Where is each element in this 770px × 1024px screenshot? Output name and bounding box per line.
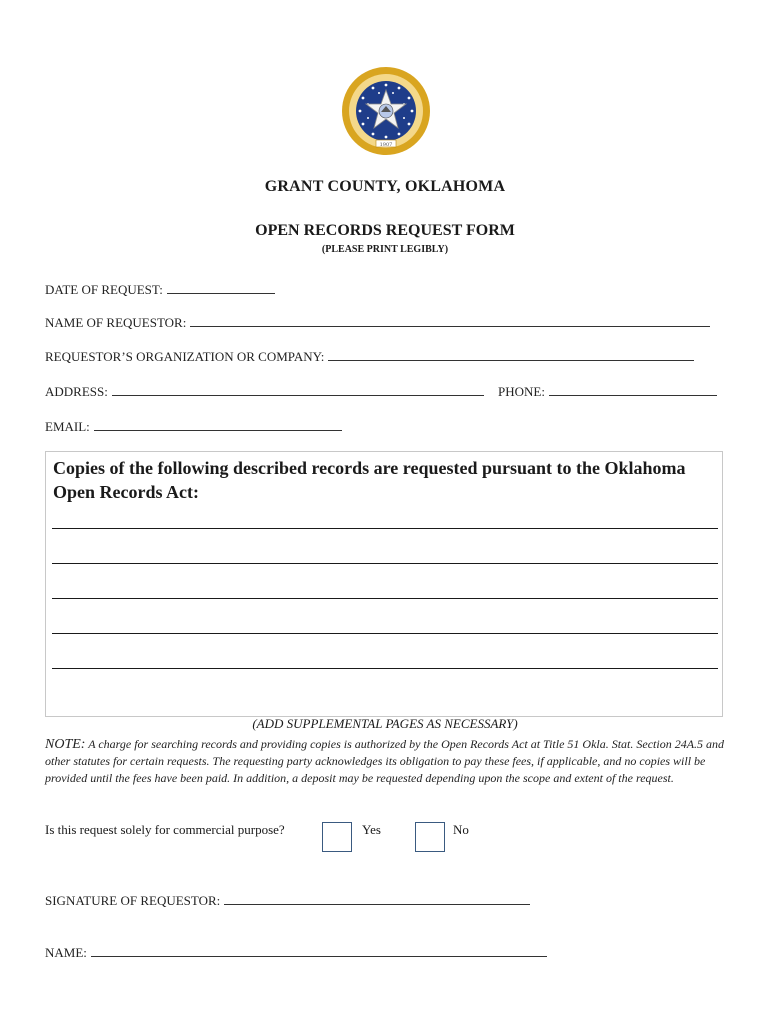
commercial-no-checkbox[interactable] [415, 822, 445, 852]
note-lead: NOTE: [45, 737, 86, 752]
address-field[interactable] [45, 383, 484, 400]
commercial-yes-checkbox[interactable] [322, 822, 352, 852]
records-line[interactable] [52, 633, 718, 634]
records-request-box[interactable] [45, 451, 723, 717]
name-label: NAME OF REQUESTOR: [45, 315, 187, 330]
supplemental-pages-note: (ADD SUPPLEMENTAL PAGES AS NECESSARY) [252, 716, 518, 731]
seal-year: 1907 [379, 142, 393, 148]
email-field[interactable] [45, 418, 342, 435]
organization-label: REQUESTOR’S ORGANIZATION OR COMPANY: [45, 349, 325, 364]
records-line[interactable] [52, 528, 718, 529]
commercial-no-label: No [453, 822, 469, 837]
county-title: GRANT COUNTY, OKLAHOMA [264, 178, 506, 195]
note-text: A charge for searching records and providing copies is authorized by the Open Records Act at Title 51 Okla. Stat. Section 24A.5 and other statutes for certain requests. The requesting party acknowledges its obligation to pay these fees, if applicable, and no copies will be provided until the fees have been paid. In addition, a deposit may be requested depending upon the scope and extent of the request. [45, 737, 725, 785]
fee-note [45, 736, 725, 787]
commercial-yes-label: Yes [362, 822, 381, 837]
date-label: DATE OF REQUEST: [45, 282, 163, 297]
organization-field[interactable] [45, 348, 694, 365]
printed-name-label: NAME: [45, 945, 87, 960]
records-line[interactable] [52, 563, 718, 564]
state-seal-image [341, 66, 431, 156]
phone-label: PHONE: [498, 384, 545, 399]
signature-label: SIGNATURE OF REQUESTOR: [45, 893, 221, 908]
commercial-purpose-question: Is this request solely for commercial purpose? [45, 822, 285, 837]
date-field[interactable] [45, 281, 275, 298]
printed-name-field[interactable] [45, 944, 547, 961]
name-field[interactable] [45, 314, 710, 331]
signature-field[interactable] [45, 892, 530, 909]
records-box-heading: Copies of the following described records are requested pursuant to the Oklahoma Open Records Act: [53, 458, 686, 502]
form-title: OPEN RECORDS REQUEST FORM [255, 222, 515, 239]
phone-field[interactable] [498, 383, 717, 400]
email-label: EMAIL: [45, 419, 90, 434]
address-label: ADDRESS: [45, 384, 108, 399]
records-line[interactable] [52, 668, 718, 669]
records-line[interactable] [52, 598, 718, 599]
print-instruction: (PLEASE PRINT LEGIBLY) [321, 244, 449, 255]
